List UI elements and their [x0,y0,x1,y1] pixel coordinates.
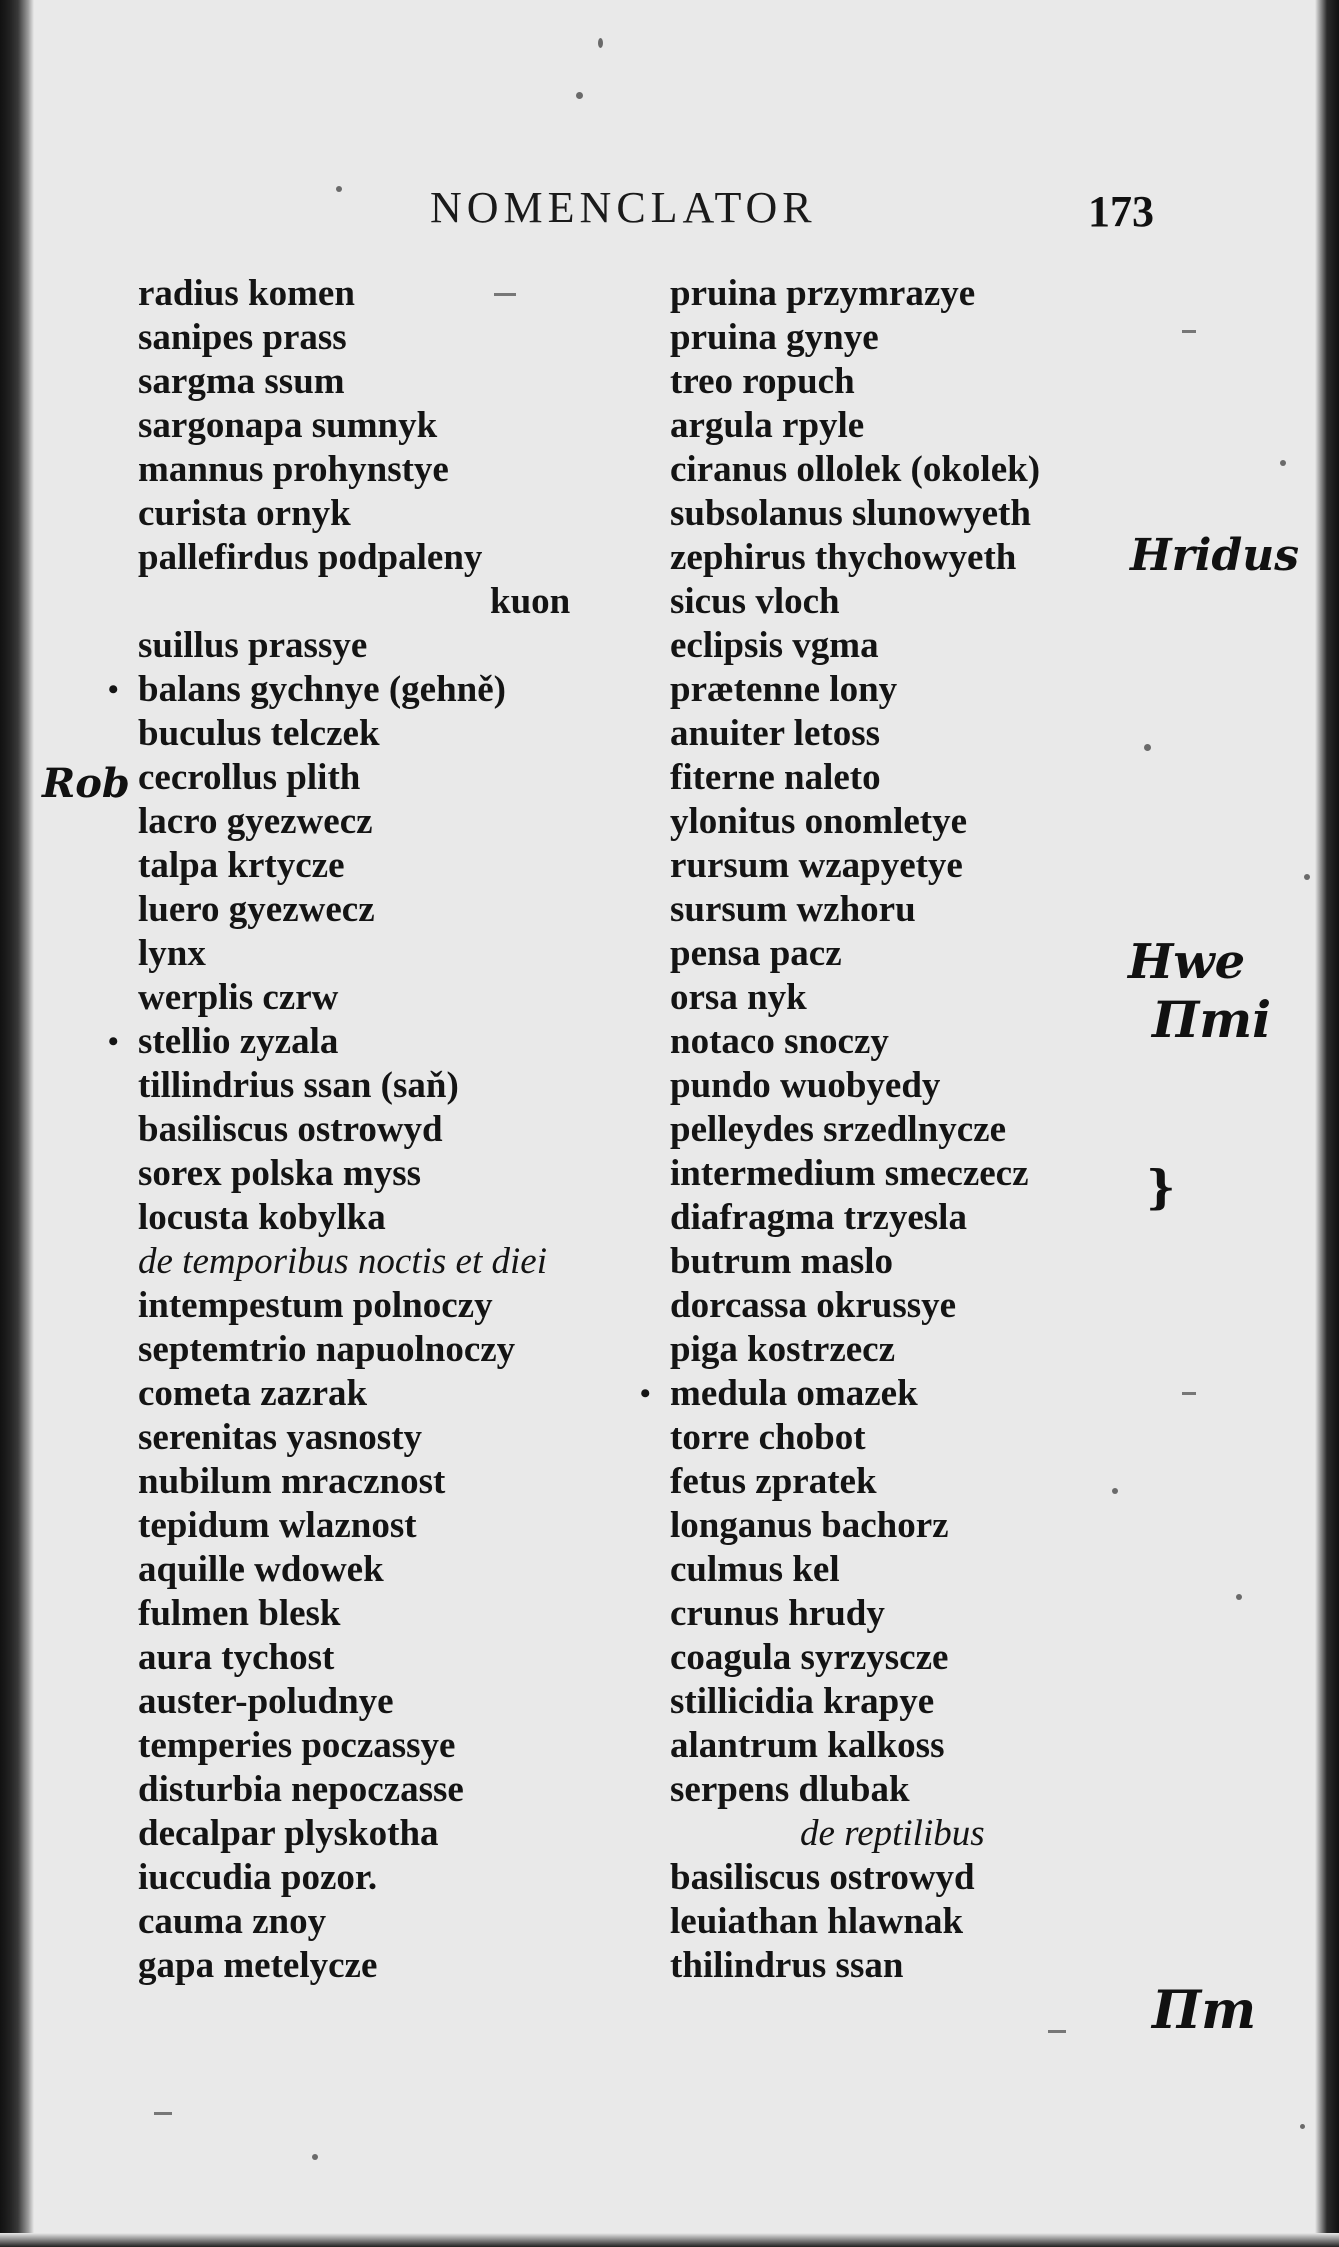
entry-text: ylonitus onomletye [670,801,968,842]
entry-line [138,1108,678,1152]
entry-text: pundo wuobyedy [670,1065,941,1106]
entry-line [138,1680,678,1724]
entry-text: basiliscus ostrowyd [138,1109,443,1150]
entry-line [108,1020,678,1064]
entry-line [138,1152,678,1196]
entry-line [138,1900,678,1944]
entry-text: fulmen blesk [138,1593,341,1634]
entry-line [138,1240,678,1284]
entry-text: longanus bachorz [670,1505,949,1546]
entry-text: thilindrus ssan [670,1945,904,1986]
print-dash [154,2112,172,2115]
print-speck [598,38,603,48]
entry-text: septemtrio napuolnoczy [138,1329,516,1370]
entry-text: aquille wdowek [138,1549,384,1590]
entry-text: sanipes prass [138,317,347,358]
entry-text: torre chobot [670,1417,866,1458]
entry-text: prætenne lony [670,669,898,710]
entry-line [138,624,678,668]
entry-text: mannus prohynstye [138,449,449,490]
entry-line [670,1152,1210,1196]
bullet-mark: • [108,673,119,706]
entry-text: serpens dlubak [670,1769,910,1810]
entry-text: diafragma trzyesla [670,1197,967,1238]
entry-line [138,1064,678,1108]
entry-text: stellio zyzala [138,1021,339,1062]
entry-text: eclipsis vgma [670,625,879,666]
margin-note: } [1146,1160,1176,1214]
right-column [640,272,1210,1988]
entry-text: luero gyezwecz [138,889,375,930]
entry-text: buculus telczek [138,713,380,754]
entry-text: temperies poczassye [138,1725,456,1766]
entry-line [138,1372,678,1416]
entry-line [670,1768,1210,1812]
entry-line [670,404,1210,448]
print-speck [576,92,583,99]
page-title: NOMENCLATOR [430,183,817,232]
entry-line [108,668,678,712]
print-speck [1304,874,1310,880]
entry-line [138,1328,678,1372]
entry-text: werplis czrw [138,977,339,1018]
entry-line [670,756,1210,800]
entry-text: auster-poludnye [138,1681,394,1722]
entry-line [138,1196,678,1240]
entry-line [670,1460,1210,1504]
entry-text: kuon [490,581,571,622]
bullet-mark: • [108,1025,119,1058]
entry-text: coagula syrzyscze [670,1637,949,1678]
entry-text: sargonapa sumnyk [138,405,438,446]
entry-text: radius komen [138,273,355,314]
entry-line [138,360,678,404]
entry-text: de temporibus noctis et diei [138,1241,547,1282]
print-speck [1236,1594,1242,1600]
entry-text: locusta kobylka [138,1197,386,1238]
page-bottom-shadow [0,2233,1339,2247]
entry-line [670,712,1210,756]
entry-line [138,1504,678,1548]
entry-line [670,1504,1210,1548]
entry-line [640,1372,1210,1416]
entry-line [138,1724,678,1768]
entry-line [670,1900,1210,1944]
entry-line [670,492,1210,536]
entry-text: dorcassa okrussye [670,1285,957,1326]
entry-line [670,1328,1210,1372]
entry-text: disturbia nepoczasse [138,1769,464,1810]
entry-line [670,1284,1210,1328]
entry-line [138,404,678,448]
entry-text: rursum wzapyetye [670,845,963,886]
binding-shadow [0,0,34,2247]
entry-text: butrum maslo [670,1241,894,1282]
entry-text: sicus vloch [670,581,840,622]
entry-text: basiliscus ostrowyd [670,1857,975,1898]
entry-text: intermedium smeczecz [670,1153,1029,1194]
entry-text: zephirus thychowyeth [670,537,1017,578]
margin-note: Πm [1152,1980,1257,2041]
margin-note: Rob [42,760,130,807]
entry-text: cecrollus plith [138,757,361,798]
entry-text: sorex polska myss [138,1153,422,1194]
entry-line [670,1108,1210,1152]
entry-text: pruina przymrazye [670,273,976,314]
entry-line [138,756,678,800]
entry-line [670,1856,1210,1900]
entry-line [670,1636,1210,1680]
entry-text: cauma znoy [138,1901,327,1942]
entry-line [670,580,1210,624]
entry-line [138,932,678,976]
entry-text: lacro gyezwecz [138,801,373,842]
entry-line [670,1812,1210,1856]
entry-text: talpa krtycze [138,845,345,886]
entry-line [138,272,678,316]
entry-line [670,316,1210,360]
entry-text: sursum wzhoru [670,889,916,930]
margin-note: Hridus [1130,530,1299,581]
page-edge-shadow [1315,0,1339,2247]
entry-text: cometa zazrak [138,1373,368,1414]
entry-line [138,1460,678,1504]
bullet-mark: • [640,1377,651,1410]
entry-text: anuiter letoss [670,713,881,754]
entry-text: culmus kel [670,1549,840,1590]
entry-line [138,844,678,888]
entry-text: subsolanus slunowyeth [670,493,1031,534]
entry-line [670,624,1210,668]
entry-line [138,800,678,844]
entry-text: tepidum wlaznost [138,1505,417,1546]
running-head [0,182,1339,242]
entry-text: lynx [138,933,206,974]
entry-text: balans gychnye (gehně) [138,669,506,710]
entry-text: argula rpyle [670,405,865,446]
entry-text: sargma ssum [138,361,345,402]
entry-text: nubilum mracznost [138,1461,446,1502]
entry-line [138,316,678,360]
entry-line [138,1416,678,1460]
entry-line [670,800,1210,844]
entry-line [670,1680,1210,1724]
entry-text: de reptilibus [800,1813,985,1854]
entry-line [670,272,1210,316]
entry-text: crunus hrudy [670,1593,885,1634]
entry-line [670,448,1210,492]
entry-line [670,1064,1210,1108]
entry-line [670,1196,1210,1240]
entry-line [138,1548,678,1592]
entry-line [670,1944,1210,1988]
entry-line [138,448,678,492]
entry-line [138,536,678,580]
entry-line [138,1856,678,1900]
entry-text: stillicidia krapye [670,1681,935,1722]
entry-line [138,888,678,932]
entry-line [138,492,678,536]
entry-line [138,1944,678,1988]
entry-line [138,1768,678,1812]
entry-text: notaco snoczy [670,1021,889,1062]
entry-text: fiterne naleto [670,757,881,798]
print-speck [1280,460,1286,466]
entry-line [138,1284,678,1328]
margin-note: Hwe [1128,934,1246,990]
entry-text: decalpar plyskotha [138,1813,439,1854]
entry-line [670,360,1210,404]
entry-text: ciranus ollolek (okolek) [670,449,1041,490]
entry-line [138,580,678,624]
entry-line [138,1592,678,1636]
entry-text: tillindrius ssan (saň) [138,1065,459,1106]
entry-text: alantrum kalkoss [670,1725,945,1766]
entry-text: iuccudia pozor. [138,1857,378,1898]
entry-text: leuiathan hlawnak [670,1901,964,1942]
margin-note: Πmi [1152,990,1272,1049]
entry-text: piga kostrzecz [670,1329,896,1370]
print-speck [312,2154,318,2160]
entry-text: gapa metelycze [138,1945,378,1986]
entry-line [670,1240,1210,1284]
entry-line [138,1636,678,1680]
entry-line [670,1592,1210,1636]
left-column [108,272,678,1988]
entry-text: medula omazek [670,1373,918,1414]
entry-line [670,1724,1210,1768]
entry-text: suillus prassye [138,625,368,666]
page-number: 173 [1088,187,1154,236]
entry-text: curista ornyk [138,493,351,534]
entry-text: aura tychost [138,1637,335,1678]
entry-line [670,668,1210,712]
entry-text: orsa nyk [670,977,807,1018]
entry-line [138,976,678,1020]
print-speck [1300,2124,1305,2129]
entry-text: intempestum polnoczy [138,1285,493,1326]
entry-text: fetus zpratek [670,1461,877,1502]
entry-text: pruina gynye [670,317,879,358]
entry-line [670,1020,1210,1064]
print-dash [1048,2030,1066,2033]
entry-text: pallefirdus podpaleny [138,537,483,578]
entry-line [670,844,1210,888]
entry-line [670,888,1210,932]
entry-line [670,536,1210,580]
entry-line [670,1548,1210,1592]
entry-text: treo ropuch [670,361,855,402]
entry-text: serenitas yasnosty [138,1417,423,1458]
entry-line [670,1416,1210,1460]
entry-text: pensa pacz [670,933,842,974]
entry-line [138,1812,678,1856]
entry-line [138,712,678,756]
entry-text: pelleydes srzedlnycze [670,1109,1006,1150]
